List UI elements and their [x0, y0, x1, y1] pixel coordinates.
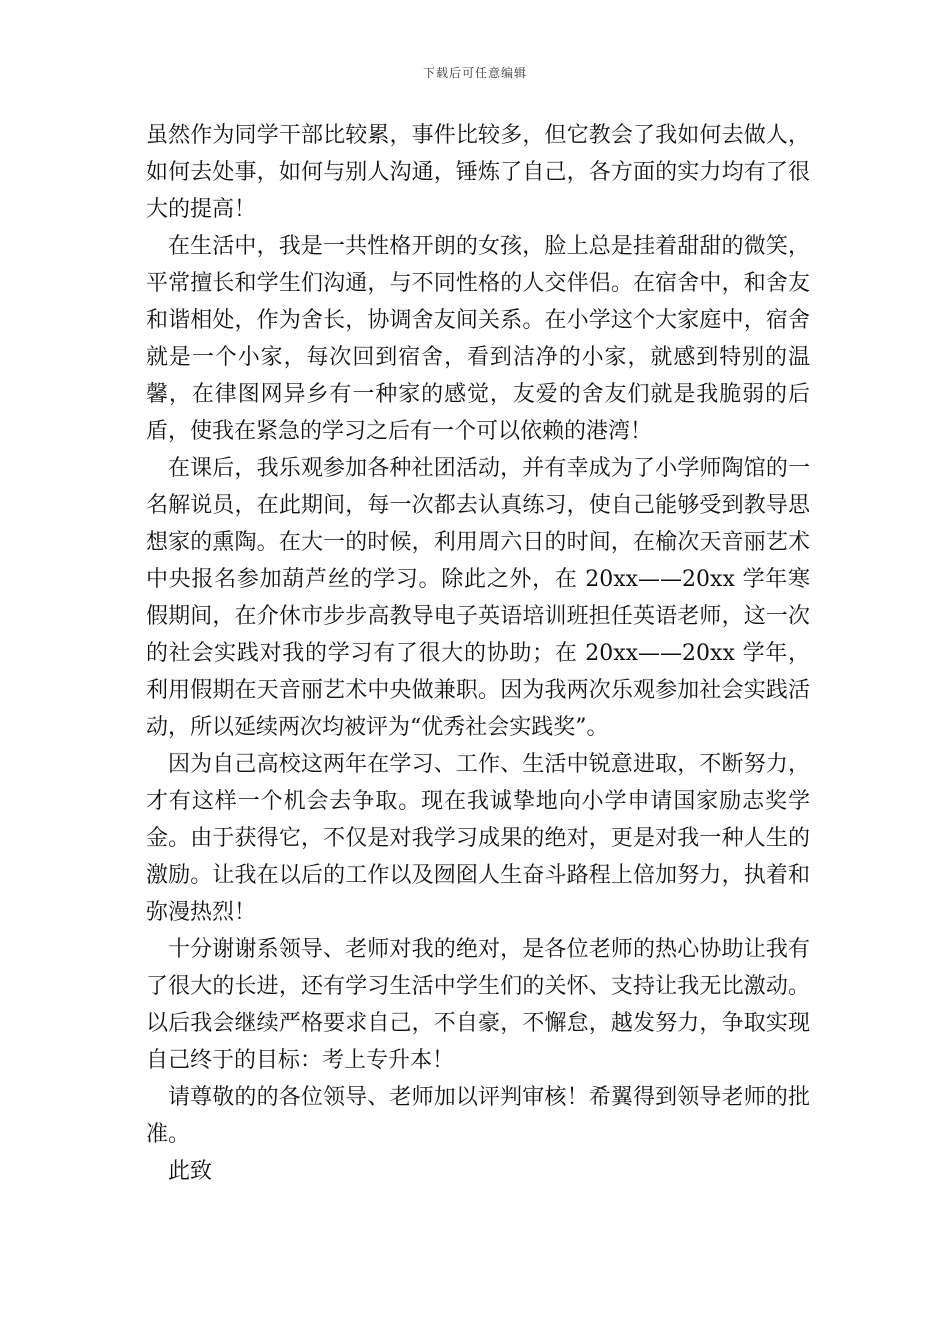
- paragraph-1: 虽然作为同学干部比较累，事件比较多，但它教会了我如何去做人，如何去处事，如何与别人沟通，锤炼了自己，各方面的实力均有了很大的提高！: [146, 123, 810, 222]
- closing-salutation: 此致: [168, 1159, 213, 1184]
- page-header-note: 下载后可任意编辑: [422, 66, 527, 80]
- paragraph-3: 在课后，我乐观参加各种社团活动，并有幸成为了小学师陶馆的一名解说员，在此期间，每一次都去认真练习，使自己能够受到教导思想家的熏陶。在大一的时候，利用周六日的时间，在榆次天音丽艺术中央报名参加葫芦丝的学习。除此之外，在 20xx——20xx 学年寒假期间，在介休市步步高教导电子英语培训班担任英语老师，这一次的社会实践对我的学习有了很大的协助；在 20xx——20xx 学年，利用假期在天音丽艺术中央做兼职。因为我两次乐观参加社会实践活动，所以延续两次均被评为“优秀社会实践奖”。: [146, 456, 810, 740]
- paragraph-5: 十分谢谢系领导、老师对我的绝对，是各位老师的热心协助让我有了很大的长进，还有学习生活中学生们的关怀、支持让我无比激动。以后我会继续严格要求自己，不自豪，不懈怠，越发努力，争取实现自己终于的目标：考上专升本！: [146, 937, 810, 1073]
- paragraph-6: 请尊敬的的各位领导、老师加以评判审核！希翼得到领导老师的批准。: [146, 1085, 810, 1147]
- paragraph-2: 在生活中，我是一共性格开朗的女孩，脸上总是挂着甜甜的微笑，平常擅长和学生们沟通，与不同性格的人交伴侣。在宿舍中，和舍友和谐相处，作为舍长，协调舍友间关系。在小学这个大家庭中，宿舍就是一个小家，每次回到宿舍，看到洁净的小家，就感到特别的温馨，在律图网异乡有一种家的感觉，友爱的舍友们就是我脆弱的后盾，使我在紧急的学习之后有一个可以依赖的港湾！: [146, 234, 810, 444]
- letter-body: [146, 117, 810, 1190]
- paragraph-4: 因为自己高校这两年在学习、工作、生活中锐意进取，不断努力，才有这样一个机会去争取。现在我诚挚地向小学申请国家励志奖学金。由于获得它，不仅是对我学习成果的绝对，更是对我一种人生的激励。让我在以后的工作以及囫囵人生奋斗路程上倍加努力，执着和弥漫热烈！: [146, 752, 810, 925]
